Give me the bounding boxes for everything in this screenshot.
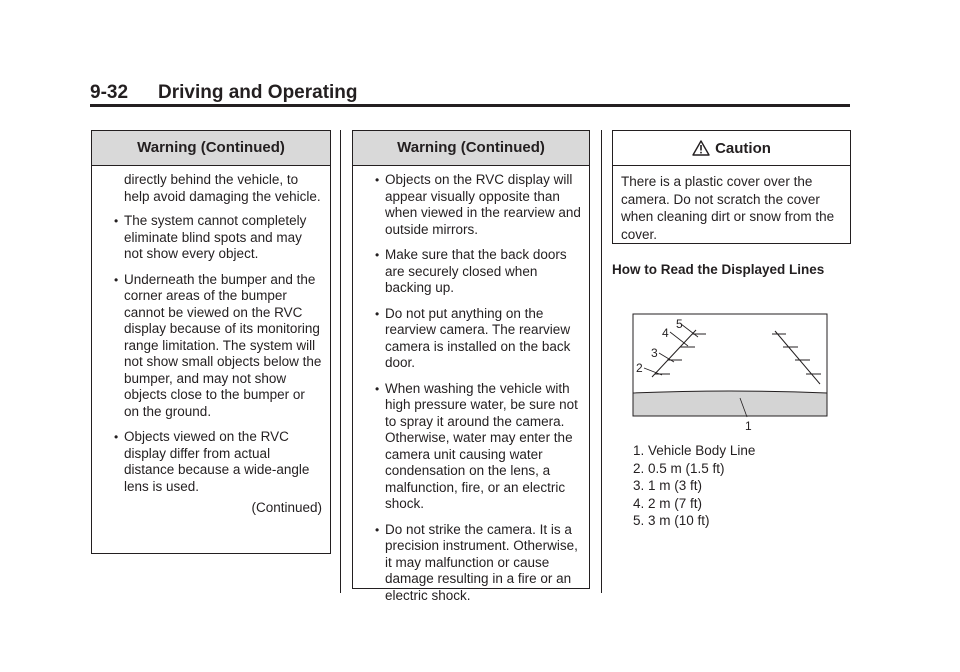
list-item [365, 381, 581, 513]
bullet-icon: • [375, 522, 380, 537]
list-item [365, 247, 581, 297]
warning-lead-paragraph: directly behind the vehicle, to help avoid damaging the vehicle. [124, 172, 321, 204]
bullet-text: Underneath the bumper and the corner areas of the bumper cannot be viewed on the RVC display because of its monitoring range limitation. The system will not show small objects below the bumper, and may not show objects close to the bumper or on the ground. [124, 271, 322, 419]
bullet-icon: • [375, 173, 380, 187]
list-item [365, 522, 581, 605]
diagram-legend [633, 442, 755, 530]
diagram-label-3: 3 [651, 346, 658, 360]
list-item [365, 172, 581, 238]
list-item: 5. 3 m (10 ft) [633, 513, 710, 528]
caution-triangle-icon [692, 140, 710, 156]
bullet-icon: • [375, 248, 380, 262]
list-item: 3. 1 m (3 ft) [633, 478, 703, 493]
diagram-label-1: 1 [745, 419, 752, 433]
warning-box-left [91, 130, 331, 554]
caution-text: There is a plastic cover over the camera. Do not scratch the cover when cleaning dirt or snow from the cover. [621, 174, 835, 242]
list-item [104, 429, 322, 495]
bullet-text: Do not strike the camera. It is a precision instrument. Otherwise, it may malfunction or cause damage resulting in a fire or an electric shock. [385, 521, 578, 603]
bullet-text: Make sure that the back doors are securely closed when backing up. [385, 247, 567, 295]
bullet-text: Objects viewed on the RVC display differ from actual distance because a wide-angle lens is used. [124, 429, 310, 494]
list-item [365, 306, 581, 372]
warning-title: Warning (Continued) [353, 131, 589, 166]
bullet-icon: • [114, 430, 119, 444]
bumper-shape [633, 391, 827, 416]
list-item [104, 213, 322, 263]
warning-body [92, 166, 330, 525]
list-item: 1. Vehicle Body Line [633, 443, 756, 458]
bullet-icon: • [114, 272, 119, 287]
column-divider-2 [601, 130, 602, 593]
list-item [104, 272, 322, 421]
page-number: 9-32 [90, 82, 129, 103]
header-rule [90, 104, 850, 107]
list-item: 2. 0.5 m (1.5 ft) [633, 460, 725, 476]
caution-header [613, 131, 850, 166]
bullet-text: Do not put anything on the rearview camera. The rearview camera is installed on the back door. [385, 305, 571, 370]
diagram-label-5: 5 [676, 317, 683, 331]
diagram-label-2: 2 [636, 361, 643, 375]
bullet-text: When washing the vehicle with high pressure water, be sure not to spray it around the camera. Otherwise, water may enter the camera unit causing water condensation on the lens, a malfunction, fire, or an electric shock. [385, 380, 578, 511]
rear-camera-guideline-diagram [630, 311, 830, 436]
caution-title: Caution [715, 139, 771, 157]
bullet-icon: • [375, 381, 380, 396]
bullet-icon: • [114, 214, 119, 228]
list-item: 4. 2 m (7 ft) [633, 495, 703, 511]
column-divider-1 [340, 130, 341, 593]
warning-title: Warning (Continued) [92, 131, 330, 166]
warning-bullet-list [104, 213, 322, 495]
bullet-text: Objects on the RVC display will appear visually opposite than when viewed in the rearview and outside mirrors. [385, 172, 581, 237]
bullet-icon: • [375, 306, 380, 321]
warning-box-middle [352, 130, 590, 603]
warning-bullet-list [365, 172, 581, 604]
diagram-label-4: 4 [662, 326, 669, 340]
displayed-lines-heading: How to Read the Displayed Lines [612, 262, 825, 277]
continued-label: (Continued) [251, 500, 322, 515]
section-title: Driving and Operating [158, 82, 358, 103]
bullet-text: The system cannot completely eliminate blind spots and may not show every object. [124, 213, 307, 261]
warning-body [353, 166, 589, 621]
caution-box [612, 130, 851, 244]
page-header [90, 82, 850, 106]
